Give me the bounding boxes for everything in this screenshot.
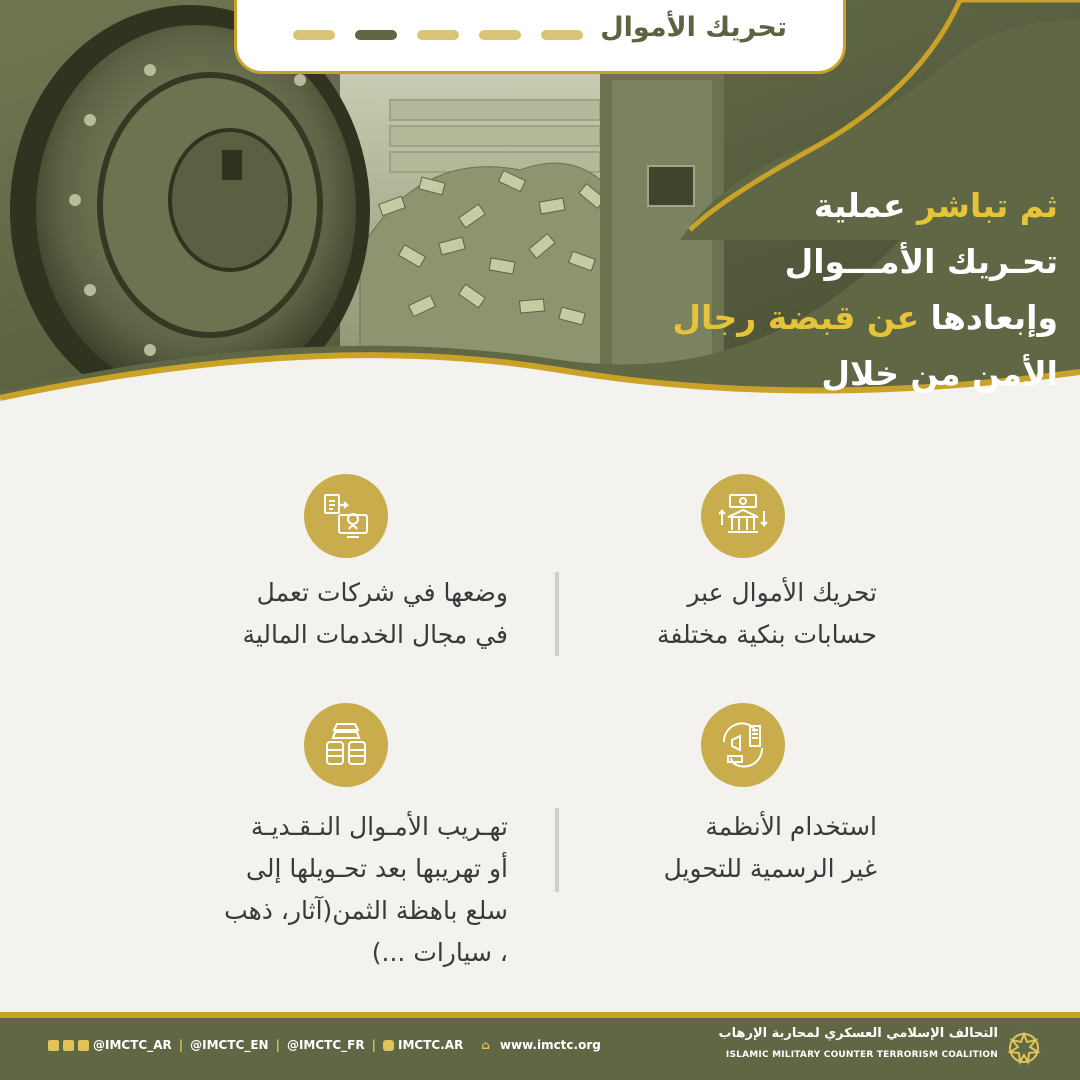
column-divider xyxy=(555,808,559,892)
handle-fr[interactable]: @IMCTC_FR xyxy=(286,1038,365,1052)
separator: | xyxy=(275,1038,280,1052)
progress-dash-active xyxy=(355,30,397,40)
informal-transfer-icon xyxy=(701,703,785,787)
logo-arabic-text: التحالف الإسلامي العسكري لمحاربة الإرهاب xyxy=(718,1026,998,1041)
logo-english-text: ISLAMIC MILITARY COUNTER TERRORISM COALITION xyxy=(725,1050,998,1060)
headline-line-2: تحـريك الأمـــوال xyxy=(784,242,1058,281)
cash-smuggling-icon xyxy=(304,703,388,787)
headline-accent: عن قبضة رجال xyxy=(672,298,920,337)
separator: | xyxy=(178,1038,184,1052)
headline-line-4: الأمن من خلال xyxy=(821,354,1058,393)
facebook-icon[interactable] xyxy=(63,1040,74,1051)
handle-en[interactable]: @IMCTC_EN xyxy=(190,1038,269,1052)
financial-services-icon xyxy=(304,474,388,558)
headline-text: عملية xyxy=(813,186,917,225)
progress-dash xyxy=(479,30,521,40)
section-title: تحريك الأموال xyxy=(600,12,787,43)
bank-transfer-icon xyxy=(701,474,785,558)
method-text-cash-smuggling: تهـريب الأمـوال النـقـديـة أو تهريبها بعد تحـويلها إلى سلع باهظة الثمن(آثار، ذهب ، سيارات ...) xyxy=(224,812,508,967)
youtube-icon[interactable] xyxy=(48,1040,59,1051)
method-text-bank-transfer: تحريك الأموال عبر حسابات بنكية مختلفة xyxy=(656,578,877,649)
headline-accent: ثم تباشر xyxy=(917,186,1058,225)
social-links xyxy=(48,1038,601,1052)
separator: | xyxy=(371,1038,377,1052)
method-text-informal-transfer: استخدام الأنظمة غير الرسمية للتحويل xyxy=(663,812,877,883)
coalition-emblem-icon xyxy=(1006,1030,1042,1066)
progress-dash xyxy=(293,30,335,40)
twitter-icon[interactable] xyxy=(78,1040,89,1051)
progress-dash xyxy=(417,30,459,40)
website-link[interactable]: www.imctc.org xyxy=(499,1038,601,1052)
hero-section xyxy=(0,0,1080,420)
column-divider xyxy=(555,572,559,656)
imctc-logo xyxy=(718,1026,1046,1072)
headline-line-3 xyxy=(638,290,1058,346)
method-text-financial-services: وضعها في شركات تعمل في مجال الخدمات المالية xyxy=(242,578,508,649)
footer-bar xyxy=(0,1018,1080,1080)
home-icon: ⌂ xyxy=(481,1038,490,1052)
headline xyxy=(638,178,1058,402)
methods-grid xyxy=(0,440,1080,1000)
instagram-handle[interactable]: IMCTC.AR xyxy=(398,1038,464,1052)
headline-line-1 xyxy=(638,178,1058,234)
handle-ar[interactable]: @IMCTC_AR xyxy=(93,1038,172,1052)
headline-text: وإبعادها xyxy=(919,298,1058,337)
section-tab xyxy=(234,0,846,74)
instagram-icon[interactable] xyxy=(383,1040,394,1051)
progress-dash xyxy=(541,30,583,40)
